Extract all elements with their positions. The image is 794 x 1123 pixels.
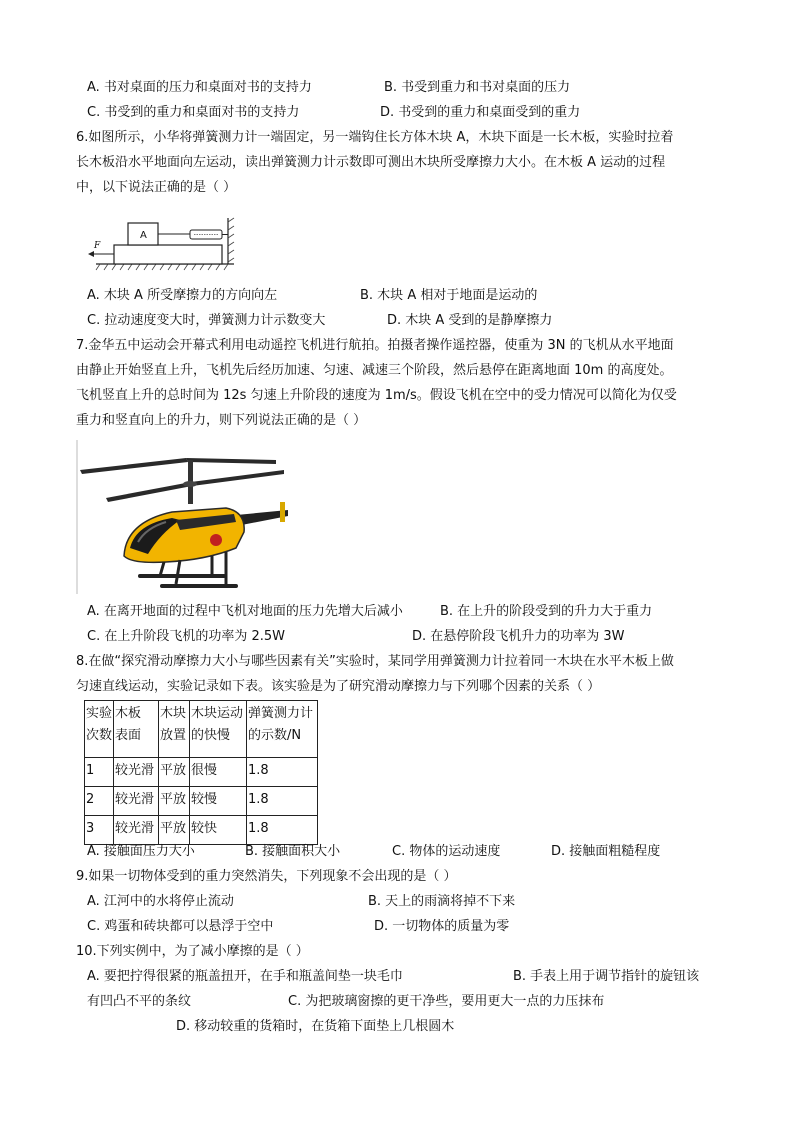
- q8-option-d: D. 接触面粗糙程度: [551, 844, 661, 859]
- force-label: F: [94, 241, 101, 251]
- q5-option-c: C. 书受到的重力和桌面对书的支持力: [87, 105, 300, 120]
- table-cell: 较光滑: [114, 758, 159, 787]
- q10-option-b: B. 手表上用于调节指针的旋钮该: [513, 969, 700, 984]
- friction-experiment-figure: [86, 214, 238, 272]
- table-cell: 2: [85, 787, 114, 816]
- table-cell: 较光滑: [114, 787, 159, 816]
- table-cell: 较慢: [190, 787, 247, 816]
- table-cell: 1.8: [247, 816, 318, 845]
- q5-option-a: A. 书对桌面的压力和桌面对书的支持力: [87, 80, 312, 95]
- q6-option-a: A. 木块 A 所受摩擦力的方向向左: [87, 288, 278, 303]
- q10-stem: 10.下列实例中，为了减小摩擦的是（ ）: [76, 944, 309, 959]
- q8-option-a: A. 接触面压力大小: [87, 844, 195, 859]
- q7-option-c: C. 在上升阶段飞机的功率为 2.5W: [87, 629, 286, 644]
- table-row: [85, 816, 318, 845]
- q9-option-d: D. 一切物体的质量为零: [374, 919, 510, 934]
- table-cell: 平放: [159, 816, 190, 845]
- q8-option-b: B. 接触面积大小: [245, 844, 341, 859]
- table-row: [85, 787, 318, 816]
- table-header-cell: 实验 次数: [85, 701, 114, 758]
- table-header-cell: 木块 放置: [159, 701, 190, 758]
- table-cell: 很慢: [190, 758, 247, 787]
- q6-stem-line-3: 中，以下说法正确的是（ ）: [76, 180, 237, 195]
- q6-option-b: B. 木块 A 相对于地面是运动的: [360, 288, 538, 303]
- table-cell: 较快: [190, 816, 247, 845]
- q9-stem: 9.如果一切物体受到的重力突然消失，下列现象不会出现的是（ ）: [76, 869, 457, 884]
- helicopter-photo: [76, 436, 292, 596]
- table-cell: 1.8: [247, 758, 318, 787]
- q6-stem-line-1: 6.如图所示，小华将弹簧测力计一端固定，另一端钩住长方体木块 A，木块下面是一长木板，实验时拉着: [76, 130, 674, 145]
- block-label: A: [140, 230, 147, 241]
- table-header-cell: 木板 表面: [114, 701, 159, 758]
- q7-stem-line-4: 重力和竖直向上的升力，则下列说法正确的是（ ）: [76, 413, 367, 428]
- q7-stem-line-2: 由静止开始竖直上升，飞机先后经历加速、匀速、减速三个阶段，然后悬停在距离地面 10m 的高度处。: [76, 363, 673, 378]
- table-header-row: [85, 701, 318, 758]
- q10-option-c: C. 为把玻璃窗擦的更干净些，要用更大一点的力压抹布: [288, 994, 605, 1009]
- table-cell: 平放: [159, 787, 190, 816]
- q10-option-d: D. 移动较重的货箱时，在货箱下面垫上几根圆木: [176, 1019, 455, 1034]
- q7-stem-line-1: 7.金华五中运动会开幕式利用电动遥控飞机进行航拍。拍摄者操作遥控器，使重为 3N 的飞机从水平地面: [76, 338, 674, 353]
- q6-option-c: C. 拉动速度变大时，弹簧测力计示数变大: [87, 313, 326, 328]
- table-cell: 1: [85, 758, 114, 787]
- table-header-cell: 木块运动 的快慢: [190, 701, 247, 758]
- table-cell: 1.8: [247, 787, 318, 816]
- q9-option-c: C. 鸡蛋和砖块都可以悬浮于空中: [87, 919, 274, 934]
- q6-stem-line-2: 长木板沿水平地面向左运动，读出弹簧测力计示数即可测出木块所受摩擦力大小。在木板 A 运动的过程: [76, 155, 666, 170]
- q8-option-c: C. 物体的运动速度: [392, 844, 501, 859]
- q9-option-a: A. 江河中的水将停止流动: [87, 894, 234, 909]
- q10-option-b-continued: 有凹凸不平的条纹: [87, 994, 192, 1009]
- q8-stem-line-1: 8.在做“探究滑动摩擦力大小与哪些因素有关”实验时，某同学用弹簧测力计拉着同一木块在水平木板上做: [76, 654, 674, 669]
- experiment-table: [84, 700, 318, 845]
- table-header-cell: 弹簧测力计 的示数/N: [247, 701, 318, 758]
- q7-option-a: A. 在离开地面的过程中飞机对地面的压力先增大后减小: [87, 604, 403, 619]
- table-row: [85, 758, 318, 787]
- q9-option-b: B. 天上的雨滴将掉不下来: [368, 894, 516, 909]
- q8-stem-line-2: 匀速直线运动，实验记录如下表。该实验是为了研究滑动摩擦力与下列哪个因素的关系（ ）: [76, 679, 601, 694]
- q7-option-d: D. 在悬停阶段飞机升力的功率为 3W: [412, 629, 625, 644]
- q7-option-b: B. 在上升的阶段受到的升力大于重力: [440, 604, 653, 619]
- q5-option-d: D. 书受到的重力和桌面受到的重力: [380, 105, 581, 120]
- q10-option-a: A. 要把拧得很紧的瓶盖扭开，在手和瓶盖间垫一块毛巾: [87, 969, 403, 984]
- q6-option-d: D. 木块 A 受到的是静摩擦力: [387, 313, 553, 328]
- table-cell: 3: [85, 816, 114, 845]
- table-cell: 平放: [159, 758, 190, 787]
- table-cell: 较光滑: [114, 816, 159, 845]
- q7-stem-line-3: 飞机竖直上升的总时间为 12s 匀速上升阶段的速度为 1m/s。假设飞机在空中的受力情况可以简化为仅受: [76, 388, 677, 403]
- q5-option-b: B. 书受到重力和书对桌面的压力: [384, 80, 571, 95]
